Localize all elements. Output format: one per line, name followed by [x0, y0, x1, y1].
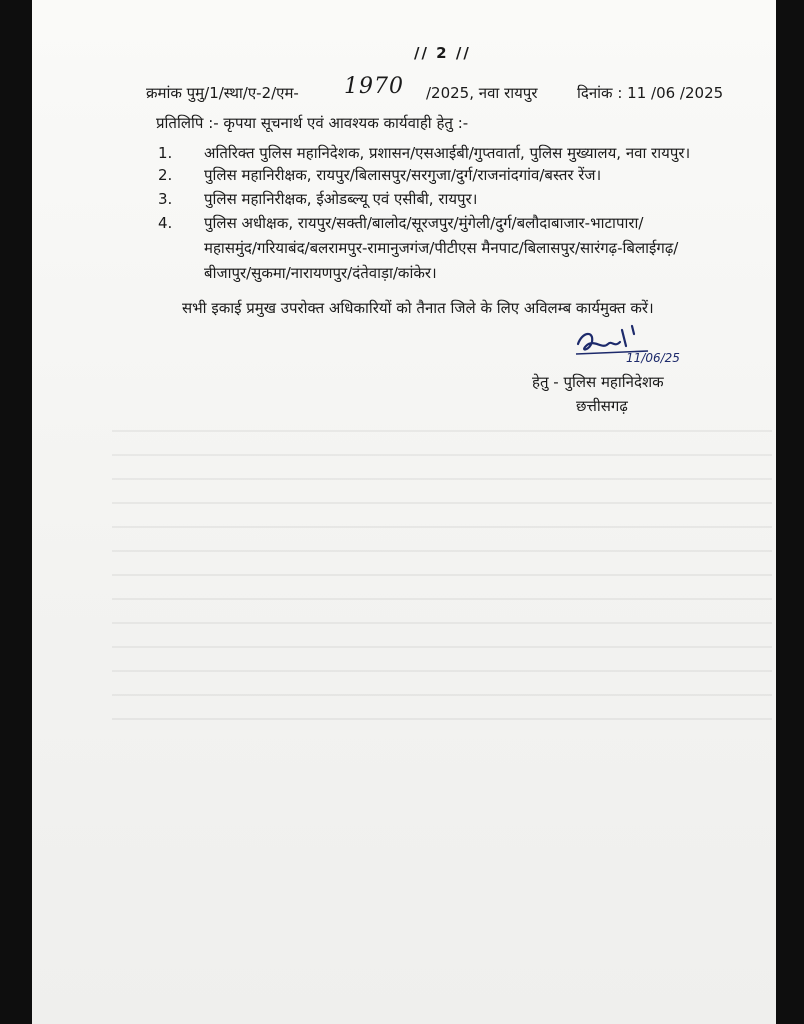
document-page — [32, 0, 776, 1024]
recipient-line: पुलिस महानिरीक्षक, ईओडब्ल्यू एवं एसीबी, रायपुर। — [204, 190, 478, 208]
recipient-number: 2. — [158, 166, 173, 184]
reference-prefix: क्रमांक पुमु/1/स्था/ए-2/एम- — [146, 84, 299, 102]
reference-suffix: /2025, नवा रायपुर — [426, 84, 538, 102]
scan-border-right — [776, 0, 804, 1024]
closing-instruction: सभी इकाई प्रमुख उपरोक्त अधिकारियों को तैनात जिले के लिए अविलम्ब कार्यमुक्त करें। — [182, 299, 654, 317]
recipient-line: पुलिस महानिरीक्षक, रायपुर/बिलासपुर/सरगुजा/दुर्ग/राजनांदगांव/बस्तर रेंज। — [204, 166, 602, 184]
copy-heading: प्रतिलिपि :- कृपया सूचनार्थ एवं आवश्यक कार्यवाही हेतु :- — [156, 114, 469, 132]
handwritten-date: 11/06/25 — [626, 351, 680, 365]
recipient-number: 3. — [158, 190, 173, 208]
recipient-line: पुलिस अधीक्षक, रायपुर/सक्ती/बालोद/सूरजपुर/मुंगेली/दुर्ग/बलौदाबाजार-भाटापारा/ — [204, 214, 644, 232]
recipient-line: अतिरिक्त पुलिस महानिदेशक, प्रशासन/एसआईबी/गुप्तवार्ता, पुलिस मुख्यालय, नवा रायपुर। — [204, 144, 691, 162]
signatory-role: हेतु - पुलिस महानिदेशक — [532, 373, 664, 391]
recipient-line: बीजापुर/सुकमा/नारायणपुर/दंतेवाड़ा/कांकेर। — [204, 264, 437, 282]
reference-number: 1970 — [344, 74, 404, 99]
bleed-through-text — [112, 430, 772, 730]
recipient-number: 1. — [158, 144, 173, 162]
reference-date: दिनांक : 11 /06 /2025 — [577, 84, 724, 102]
scan-border-left — [0, 0, 32, 1024]
recipient-number: 4. — [158, 214, 173, 232]
handwritten-signature — [572, 320, 692, 372]
recipient-line: महासमुंद/गरियाबंद/बलरामपुर-रामानुजगंज/पीटीएस मैनपाट/बिलासपुर/सारंगढ़-बिलाईगढ़/ — [204, 239, 679, 257]
signatory-state: छत्तीसगढ़ — [576, 397, 628, 415]
page-number: // 2 // — [414, 44, 471, 62]
